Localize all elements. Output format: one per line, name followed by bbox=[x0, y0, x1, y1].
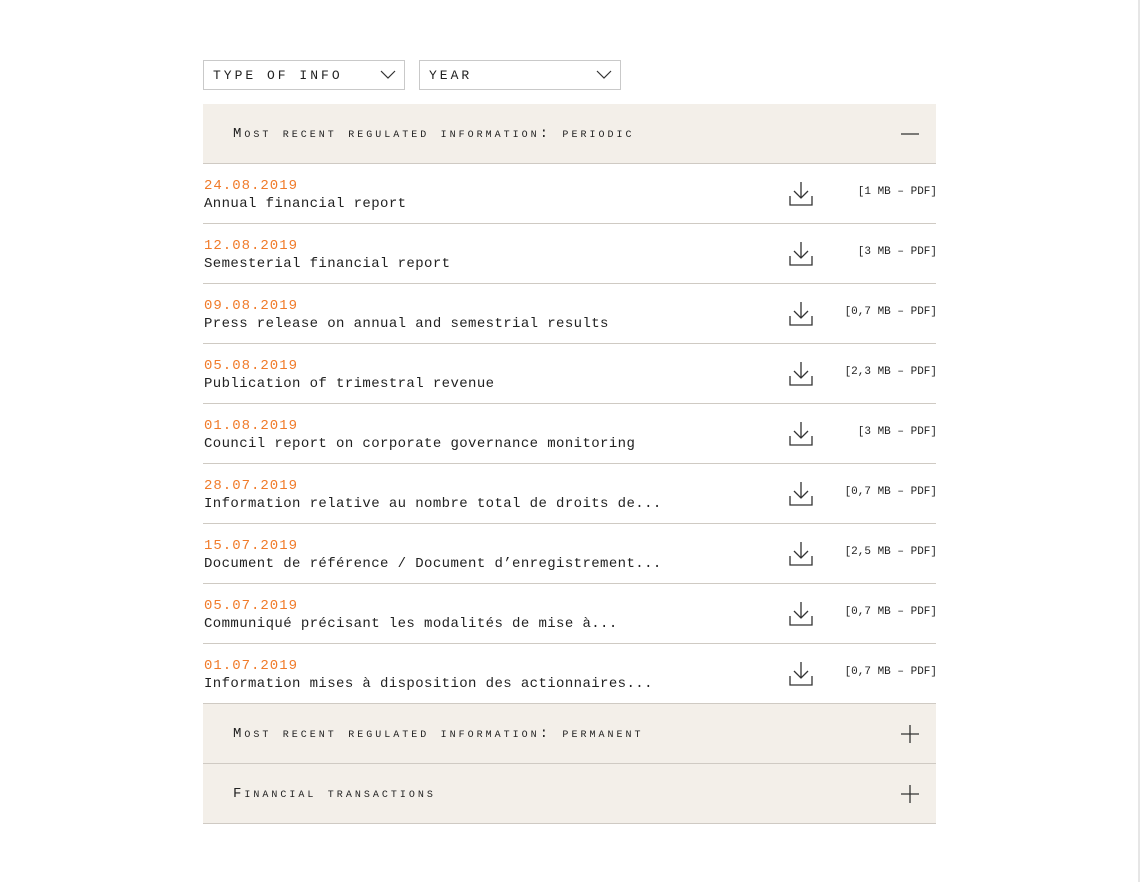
document-row bbox=[203, 224, 936, 284]
file-size: [2,3 MB – PDF] bbox=[844, 366, 937, 378]
type-of-info-select[interactable] bbox=[203, 60, 405, 90]
file-size: [3 MB – PDF] bbox=[857, 426, 937, 438]
document-date: 12.08.2019 bbox=[204, 238, 299, 254]
document-title[interactable]: Communiqué précisant les modalités de mise à... bbox=[204, 616, 618, 632]
section-title: Most recent regulated information: permanent bbox=[233, 725, 644, 742]
document-title[interactable]: Semesterial financial report bbox=[204, 256, 451, 272]
document-title[interactable]: Annual financial report bbox=[204, 196, 407, 212]
year-label: YEAR bbox=[429, 67, 473, 83]
minus-icon[interactable] bbox=[901, 125, 919, 143]
section-header-permanent[interactable] bbox=[203, 704, 936, 764]
document-row bbox=[203, 524, 936, 584]
download-icon[interactable] bbox=[788, 241, 814, 267]
section-title: Financial transactions bbox=[233, 785, 436, 802]
download-icon[interactable] bbox=[788, 601, 814, 627]
section-title: Most recent regulated information: periodic bbox=[233, 125, 635, 142]
document-title[interactable]: Information relative au nombre total de droits de... bbox=[204, 496, 662, 512]
document-date: 09.08.2019 bbox=[204, 298, 299, 314]
type-of-info-label: TYPE OF INFO bbox=[213, 67, 343, 83]
plus-icon[interactable] bbox=[901, 725, 919, 743]
download-icon[interactable] bbox=[788, 361, 814, 387]
document-date: 01.07.2019 bbox=[204, 658, 299, 674]
document-row bbox=[203, 284, 936, 344]
document-title[interactable]: Council report on corporate governance monitoring bbox=[204, 436, 636, 452]
section-header-financial-transactions[interactable] bbox=[203, 764, 936, 824]
document-row bbox=[203, 164, 936, 224]
plus-icon[interactable] bbox=[901, 785, 919, 803]
file-size: [0,7 MB – PDF] bbox=[844, 306, 937, 318]
document-date: 05.07.2019 bbox=[204, 598, 299, 614]
filter-bar bbox=[203, 60, 936, 90]
document-title[interactable]: Publication of trimestral revenue bbox=[204, 376, 495, 392]
document-title[interactable]: Press release on annual and semestrial results bbox=[204, 316, 609, 332]
chevron-down-icon bbox=[596, 70, 612, 80]
document-date: 01.08.2019 bbox=[204, 418, 299, 434]
document-row bbox=[203, 464, 936, 524]
document-row bbox=[203, 584, 936, 644]
document-row bbox=[203, 644, 936, 704]
document-title[interactable]: Information mises à disposition des actionnaires... bbox=[204, 676, 653, 692]
year-select[interactable] bbox=[419, 60, 621, 90]
document-date: 15.07.2019 bbox=[204, 538, 299, 554]
regulated-info-panel bbox=[203, 60, 936, 824]
document-date: 05.08.2019 bbox=[204, 358, 299, 374]
download-icon[interactable] bbox=[788, 181, 814, 207]
download-icon[interactable] bbox=[788, 421, 814, 447]
document-row bbox=[203, 404, 936, 464]
download-icon[interactable] bbox=[788, 481, 814, 507]
file-size: [1 MB – PDF] bbox=[857, 186, 937, 198]
file-size: [2,5 MB – PDF] bbox=[844, 546, 937, 558]
download-icon[interactable] bbox=[788, 301, 814, 327]
section-header-periodic[interactable] bbox=[203, 104, 936, 164]
file-size: [3 MB – PDF] bbox=[857, 246, 937, 258]
file-size: [0,7 MB – PDF] bbox=[844, 666, 937, 678]
document-title[interactable]: Document de référence / Document d’enregistrement... bbox=[204, 556, 662, 572]
download-icon[interactable] bbox=[788, 661, 814, 687]
download-icon[interactable] bbox=[788, 541, 814, 567]
document-date: 28.07.2019 bbox=[204, 478, 299, 494]
file-size: [0,7 MB – PDF] bbox=[844, 486, 937, 498]
document-row bbox=[203, 344, 936, 404]
document-date: 24.08.2019 bbox=[204, 178, 299, 194]
document-list bbox=[203, 164, 936, 704]
file-size: [0,7 MB – PDF] bbox=[844, 606, 937, 618]
chevron-down-icon bbox=[380, 70, 396, 80]
